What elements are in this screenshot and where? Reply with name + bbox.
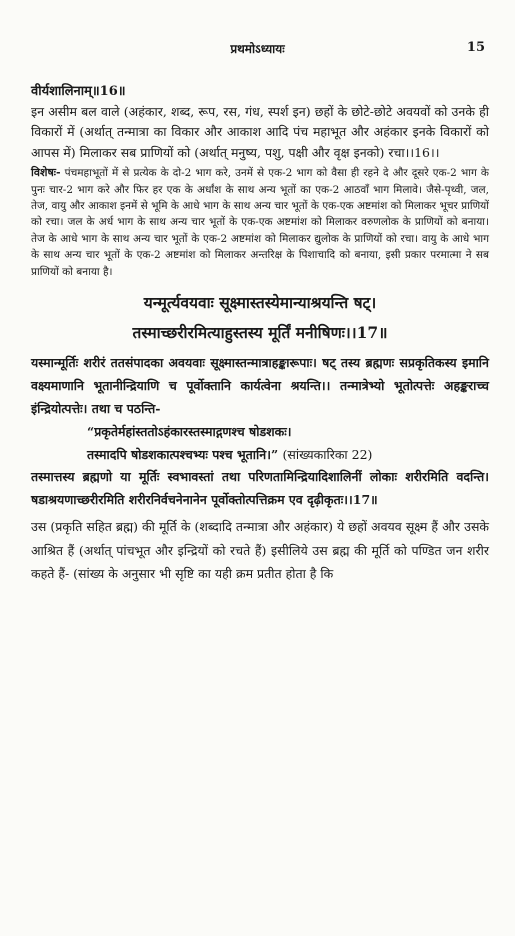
quote-line-1: “प्रकृतेर्महांस्ततोऽहंकारस्तस्माद्गणश्च षोडशकः। [87, 424, 292, 440]
sanskrit-commentary-17: यस्मान्मूर्तिः शरीरं ततसंपादका अवयवाः सूक्ष्मास्तन्मात्राहङ्कारूपाः। षट् तस्य ब्रह्मणः सप्रकृतिकस्य इमानि वक्ष्यमाणानि भूतानीन्द्रियाणि च पूर्वोक्तानि कार्यत्वेना श्रयन्ति।। तन्मात्रेभ्यो भूतोत्पत्तेः अहङ्कराच्च इंन्द्रियोत्पत्तेः। तथा च पठन्ति- [31, 355, 489, 416]
vishesh-text: पंचमहाभूतों में से प्रत्येक के दो-2 भाग करे, उनमें से एक-2 भाग को वैसा ही रहने दे और दूसरे एक-2 भाग के पुनः चार-2 भाग करे और फिर हर एक के अर्धांश के साथ अन्य भूतों का एक-2 आठवाँ भाग मिलावे। जैसे-पृथ्वी, जल, तेज, वायु और आकाश इनमें से भूमि के आधे भाग के साथ अन्य चार भूतों के एक-एक अष्टमांश को मिलाकर भूचर प्राणियों को रचा। जल के अर्ध भाग के साथ अन्य चार भूतों के एक-एक अष्टमांश को मिलाकर वरुणलोक के प्राणियों को बनाया। तेज के आधे भाग के साथ अन्य चार भूतों के एक-2 अष्टमांश को मिलाकर द्युलोक के प्राणियों को रचा। वायु के आधे भाग के साथ अन्य चार भूतों के एक-2 अष्टमांश को मिलाकर अन्तरिक्ष के पिशाचादि को बनाया, इसी प्रकार परमात्मा ने सब प्राणियों को बनाया है। [31, 167, 489, 278]
quote-line-2-text: तस्मादपि षोडशकात्पश्चभ्यः पश्च भूतानि।” [87, 447, 279, 463]
vishesh-note [31, 165, 489, 280]
quote-line-2 [31, 443, 489, 466]
verse-17-line-1: यन्मूर्त्यवयवाः सूक्ष्मास्तस्येमान्याश्रयन्ति षट्। [143, 293, 377, 313]
quote-reference: (सांख्यकारिका 22) [282, 447, 373, 463]
verse-17-line-2: तस्माच्छरीरमित्याहुस्तस्य मूर्तिं मनीषिणः।।17॥ [132, 323, 388, 343]
vishesh-label: विशेषः- [31, 166, 61, 180]
sanskrit-commentary-17-cont: तस्मात्तस्य ब्रह्मणो या मूर्तिः स्वभावस्तां तथा परिणतामिन्द्रियादिशालिनीं लोकाः शरीरमिति वदन्ति। षडाश्रयणाच्छरीरमिति शरीरनिर्वचनेनानेन पूर्वोक्तोत्पत्तिक्रम एव दृढ़ीकृतः।।17॥ [31, 469, 489, 508]
running-header [0, 40, 515, 62]
page-body [31, 82, 489, 586]
page-number: 15 [466, 40, 485, 55]
chapter-title: प्रथमोऽध्यायः [230, 42, 285, 56]
verse-16-ending: वीर्यशालिनाम्॥16॥ [31, 84, 126, 99]
hindi-translation-17: उस (प्रकृति सहित ब्रह्म) की मूर्ति के (शब्दादि तन्मात्रा और अहंकार) ये छहों अवयव सूक्ष्म हैं और उसके आश्रित हैं (अर्थात् पांचभूत और इन्द्रियों को रचते हैं) इसीलिये उस ब्रह्म की मूर्ति को पण्डित जन शरीर कहते हैं- (सांख्य के अनुसार भी सृष्टि का यही क्रम प्रतीत होता है कि [31, 519, 489, 582]
hindi-translation-16: इन असीम बल वाले (अहंकार, शब्द, रूप, रस, गंध, स्पर्श इन) छहों के छोटे-छोटे अवयवों को उनके ही विकारों में (अर्थात् तन्मात्रा का विकार और आकाश आदि पंच महाभूत और अहंकार इनके विकारों को आपस में) मिलाकर सब प्राणियों को (अर्थात् मनुष्य, पशु, पक्षी और वृक्ष इनको) रचा।।16।। [31, 104, 489, 160]
